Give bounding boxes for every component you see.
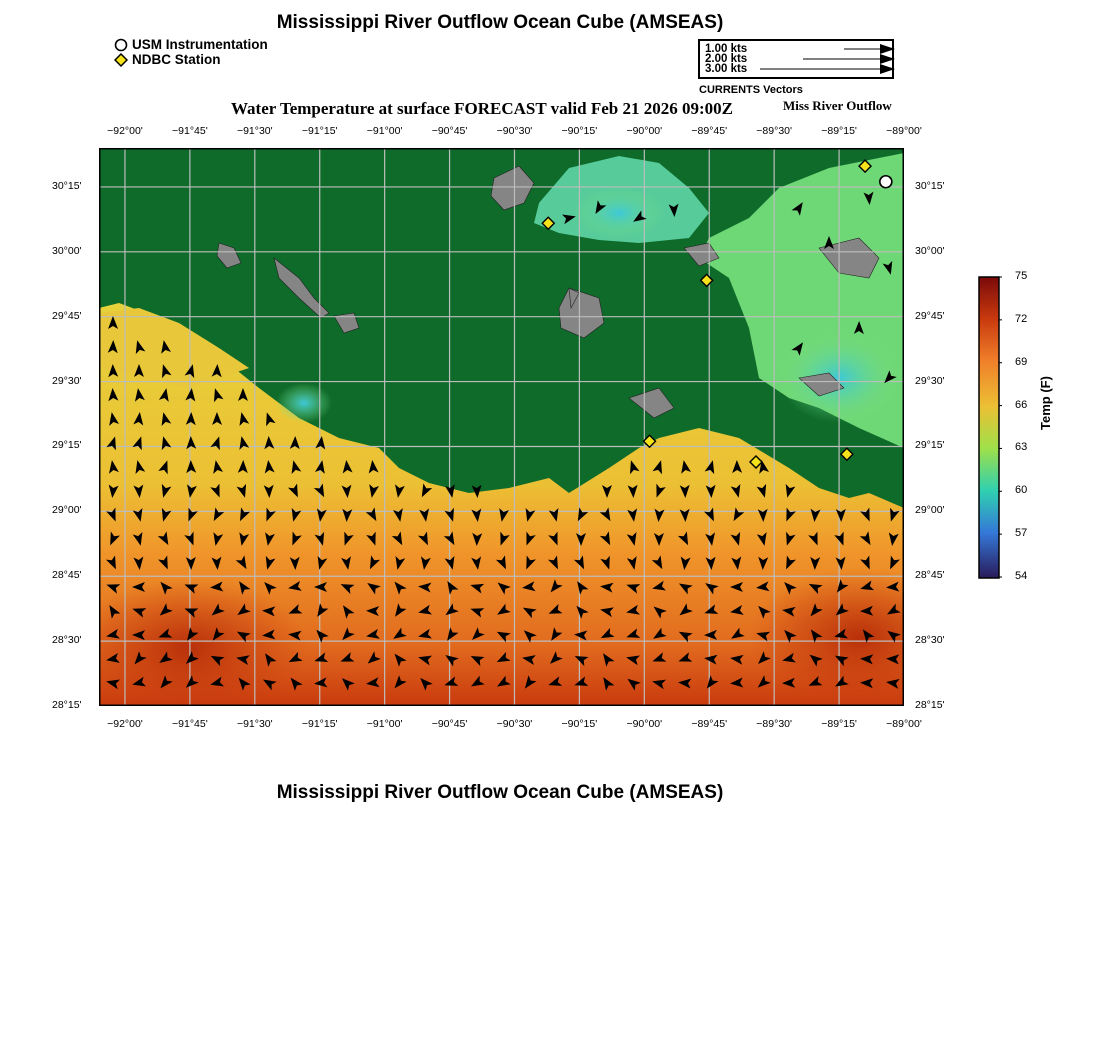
lon-tick-label: −91°15': [301, 718, 338, 730]
region-label: Miss River Outflow: [783, 98, 892, 113]
lat-tick-label: 28°45': [52, 569, 82, 582]
lon-tick-label: −90°15': [561, 718, 598, 730]
colorbar-tick-label: 63: [1015, 441, 1028, 454]
lon-tick-label: −89°00': [886, 125, 922, 137]
lon-tick-label: −89°45': [691, 718, 728, 730]
lon-tick-label: −89°15': [821, 718, 857, 730]
colorbar-tick-label: 75: [1015, 270, 1028, 282]
lon-tick-label: −90°45': [431, 125, 468, 137]
usm-station-marker[interactable]: [880, 176, 892, 188]
lat-tick-label: 28°15': [915, 699, 945, 711]
lat-tick-label: 29°15': [915, 439, 945, 452]
lat-tick-label: 28°30': [915, 634, 945, 647]
lon-tick-label: −90°30': [496, 718, 533, 730]
lon-tick-label: −89°45': [691, 125, 728, 137]
legend-usm: [114, 37, 268, 52]
lon-tick-label: −91°30': [236, 718, 273, 730]
usm-marker-icon: [114, 38, 128, 52]
vector-key-row-1: 1.00 kts: [705, 43, 748, 55]
lon-tick-label: −90°45': [431, 718, 468, 730]
lat-tick-label: 29°30': [915, 374, 945, 387]
colorbar-tick-label: 60: [1015, 484, 1028, 497]
legend-usm-label: USM Instrumentation: [132, 37, 268, 52]
lat-tick-label: 29°45': [52, 309, 82, 322]
lon-tick-label: −91°00': [366, 718, 403, 730]
legend-ndbc-label: NDBC Station: [132, 52, 221, 67]
lat-tick-label: 29°15': [52, 439, 82, 452]
lat-tick-label: 28°45': [915, 569, 945, 582]
lat-tick-label: 29°45': [915, 309, 945, 322]
colorbar-title: Temp (F): [1038, 376, 1053, 430]
lat-tick-label: 29°00': [915, 504, 945, 517]
lon-tick-label: −92°00': [107, 125, 143, 137]
bottom-title: Mississippi River Outflow Ocean Cube (AMSEAS): [276, 782, 724, 803]
lon-tick-label: −90°30': [496, 125, 533, 137]
lat-tick-label: 30°00': [52, 244, 82, 257]
lon-tick-label: −92°00': [107, 718, 143, 730]
lon-tick-label: −89°30': [756, 718, 793, 730]
lat-tick-label: 29°30': [52, 374, 82, 387]
colorbar-tick-label: 54: [1015, 570, 1028, 582]
lon-tick-label: −89°30': [756, 125, 793, 137]
lon-tick-label: −89°00': [886, 718, 922, 730]
lat-tick-label: 28°15': [52, 699, 82, 711]
temperature-map: [99, 148, 904, 706]
lat-tick-label: 30°15': [915, 179, 945, 192]
lon-tick-label: −91°15': [301, 125, 338, 137]
lon-tick-label: −91°45': [172, 718, 208, 730]
lon-tick-label: −89°15': [821, 125, 857, 137]
colorbar-tick-label: 69: [1015, 355, 1028, 368]
lon-tick-label: −91°30': [236, 125, 273, 137]
lon-tick-label: −91°45': [172, 125, 208, 137]
page-title: Mississippi River Outflow Ocean Cube (AMSEAS): [276, 12, 724, 33]
vector-key-box: [698, 39, 894, 79]
map-subtitle: Water Temperature at surface FORECAST valid Feb 21 2026 09:00Z: [231, 99, 733, 118]
colorbar-tick-label: 57: [1015, 527, 1028, 540]
lat-tick-label: 30°00': [915, 244, 945, 257]
lon-tick-label: −91°00': [366, 125, 403, 137]
ndbc-marker-icon: [114, 53, 128, 67]
vector-key-row-3: 3.00 kts: [705, 63, 748, 75]
lat-tick-label: 29°00': [52, 504, 82, 517]
lon-tick-label: −90°00': [626, 125, 663, 137]
lat-tick-label: 28°30': [52, 634, 82, 647]
lon-tick-label: −90°15': [561, 125, 598, 137]
colorbar-tick-label: 66: [1015, 398, 1028, 411]
vector-key-row-2: 2.00 kts: [705, 53, 748, 65]
bay-cool-spot: [276, 383, 332, 423]
colorbar-tick-label: 72: [1015, 312, 1028, 325]
lat-tick-label: 30°15': [52, 179, 82, 192]
legend-ndbc: [114, 52, 221, 67]
lake-cool-spot: [574, 188, 664, 238]
vector-key-arrows: [700, 41, 896, 81]
lon-tick-label: −90°00': [626, 718, 663, 730]
colorbar: [978, 276, 1002, 580]
vector-key-label: CURRENTS Vectors: [699, 84, 803, 96]
